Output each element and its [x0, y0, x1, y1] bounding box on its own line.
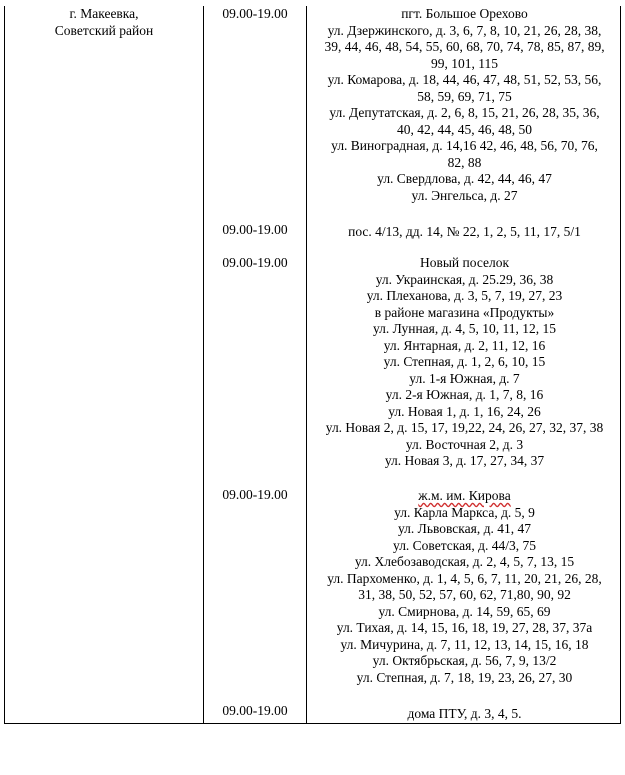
address-line: ул. Виноградная, д. 14,16 42, 46, 48, 56, 70, 76, — [331, 138, 598, 153]
address-line: Новый поселок — [419, 255, 510, 270]
time-cell — [204, 6, 306, 23]
address-line: в районе магазина «Продукты» — [374, 304, 555, 320]
address-line: ул. Степная, д. 7, 18, 19, 23, 26, 27, 30 — [356, 669, 573, 685]
address-line: ул. Энгельса, д. 27 — [411, 187, 518, 203]
schedule-table — [4, 6, 621, 724]
address-line: ул. Новая 3, д. 17, 27, 34, 37 — [384, 453, 545, 468]
time-range: 09.00-19.00 — [222, 222, 288, 237]
time-cell — [204, 487, 306, 504]
address-line: 39, 44, 46, 48, 54, 55, 60, 68, 70, 74, 78, 85, 87, 89, — [324, 39, 605, 54]
address-line: 31, 38, 50, 52, 57, 60, 62, 71,80, 90, 92 — [358, 587, 571, 602]
address-line: ул. Восточная 2, д. 3 — [405, 436, 524, 452]
address-line: ул. Степная, д. 1, 2, 6, 10, 15 — [383, 354, 546, 369]
address-line: дома ПТУ, д. 3, 4, 5. — [407, 706, 522, 721]
address-line: ул. Тихая, д. 14, 15, 16, 18, 19, 27, 28, 37, 37а — [336, 620, 593, 635]
address-line: ул. 1-я Южная, д. 7 — [409, 370, 520, 386]
address-line: ул. Хлебозаводская, д. 2, 4, 5, 7, 13, 15 — [354, 554, 575, 569]
address-cell — [307, 224, 622, 241]
address-line: пгт. Большое Орехово — [401, 6, 528, 21]
time-cell — [204, 255, 306, 272]
address-cell — [307, 6, 622, 204]
address-line: ж.м. им. Кирова — [418, 488, 511, 503]
time-cell — [204, 703, 306, 720]
address-line: ул. Комарова, д. 18, 44, 46, 47, 48, 51, 52, 53, 56, — [327, 72, 602, 87]
address-line: ул. Пархоменко, д. 1, 4, 5, 6, 7, 11, 20, 21, 26, 28, — [327, 570, 602, 586]
time-range: 09.00-19.00 — [222, 255, 288, 270]
time-range: 09.00-19.00 — [222, 487, 288, 502]
column-divider — [203, 6, 204, 723]
time-range: 09.00-19.00 — [222, 6, 288, 21]
time-range: 09.00-19.00 — [222, 703, 288, 718]
time-cell — [204, 222, 306, 239]
address-line: 82, 88 — [447, 154, 482, 170]
address-line: ул. Карла Маркса, д. 5, 9 — [394, 504, 535, 520]
address-line: ул. Львовская, д. 41, 47 — [398, 521, 531, 536]
address-line: ул. 2-я Южная, д. 1, 7, 8, 16 — [385, 387, 544, 402]
address-line: ул. Советская, д. 44/3, 75 — [393, 537, 536, 553]
address-line: ул. Новая 1, д. 1, 16, 24, 26 — [388, 403, 541, 419]
address-line: 99, 101, 115 — [431, 55, 498, 71]
address-line: ул. Октябрьская, д. 56, 7, 9, 13/2 — [372, 653, 557, 668]
address-line: ул. Смирнова, д. 14, 59, 65, 69 — [378, 603, 551, 619]
address-line: 58, 59, 69, 71, 75 — [417, 88, 512, 104]
address-line: пос. 4/13, дд. 14, № 22, 1, 2, 5, 11, 17, 5/1 — [348, 224, 581, 239]
address-line: 40, 42, 44, 45, 46, 48, 50 — [397, 121, 532, 137]
address-line: ул. Свердлова, д. 42, 44, 46, 47 — [377, 171, 552, 186]
address-line: ул. Мичурина, д. 7, 11, 12, 13, 14, 15, 16, 18 — [340, 636, 589, 652]
city-district-cell — [5, 6, 203, 39]
address-line: ул. Плеханова, д. 3, 5, 7, 19, 27, 23 — [366, 288, 563, 303]
address-line: ул. Украинская, д. 25.29, 36, 38 — [375, 271, 554, 287]
address-cell — [307, 488, 622, 686]
address-line: ул. Депутатская, д. 2, 6, 8, 15, 21, 26, 28, 35, 36, — [329, 105, 600, 120]
address-cell — [307, 255, 622, 470]
address-line: ул. Новая 2, д. 15, 17, 19,22, 24, 26, 27, 32, 37, 38 — [325, 420, 604, 435]
address-cell — [307, 706, 622, 723]
address-line: ул. Лунная, д. 4, 5, 10, 11, 12, 15 — [373, 321, 556, 336]
address-line: ул. Дзержинского, д. 3, 6, 7, 8, 10, 21, 26, 28, 38, — [327, 22, 602, 38]
city-name: г. Макеевка, — [69, 6, 139, 21]
district-name: Советский район — [54, 22, 154, 38]
address-line: ул. Янтарная, д. 2, 11, 12, 16 — [383, 337, 546, 353]
